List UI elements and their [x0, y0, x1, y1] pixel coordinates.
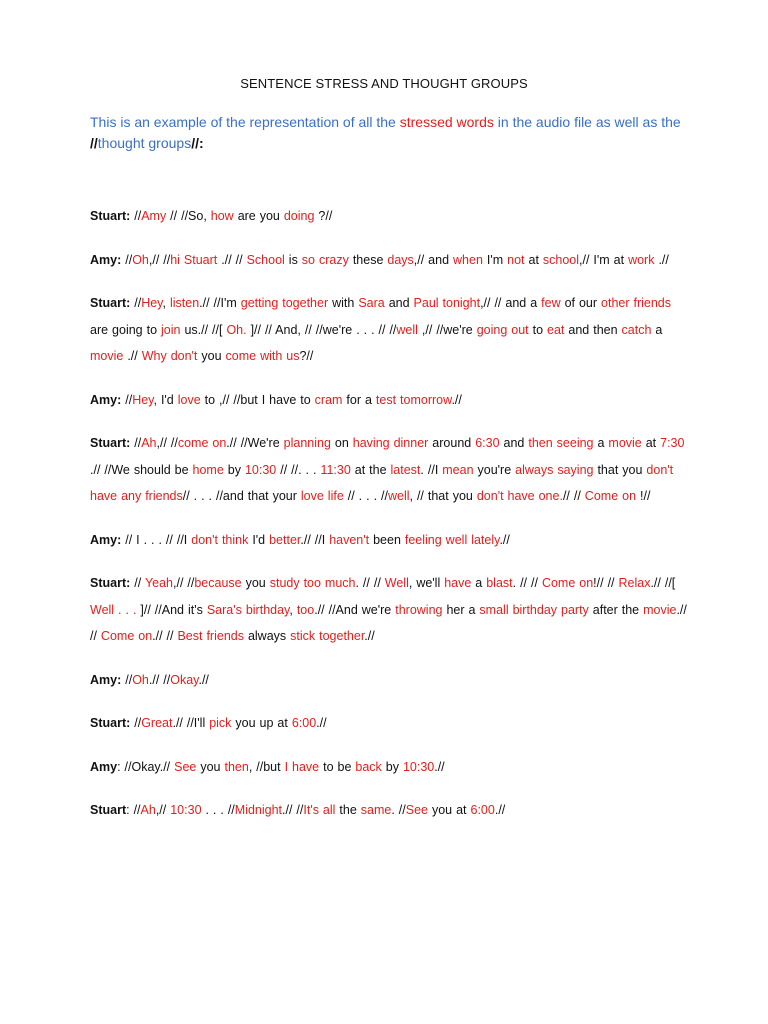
stressed-word: then seeing [528, 436, 594, 450]
unstressed-text: at [524, 252, 543, 267]
stressed-word: because [194, 576, 242, 590]
dialogue-line [90, 797, 690, 824]
unstressed-text: .// //I [300, 532, 330, 547]
unstressed-text: of our [560, 296, 602, 310]
stressed-word: listen [169, 296, 200, 310]
unstressed-text: , we'll [408, 576, 445, 590]
unstressed-text: the [335, 803, 361, 817]
unstressed-text: , // that you [409, 489, 477, 503]
stressed-word: small birthday party [479, 602, 589, 617]
unstressed-text: at the [350, 462, 391, 477]
unstressed-text: .// // [90, 602, 687, 643]
unstressed-text: to [528, 322, 548, 337]
stressed-word: Oh. [226, 322, 247, 337]
unstressed-text: !// [636, 489, 651, 503]
unstressed-text: ,// and [413, 252, 454, 267]
unstressed-text: . // // [355, 576, 385, 590]
unstressed-text: us.// //[ [180, 322, 227, 337]
stressed-word: mean [442, 462, 474, 477]
unstressed-text: that you [593, 462, 647, 477]
stressed-word: love life [300, 489, 344, 503]
dialogue-line [90, 247, 690, 274]
stressed-word: love [177, 392, 201, 407]
unstressed-text: I'd [248, 532, 270, 547]
stressed-word: Why don't [141, 349, 198, 363]
stressed-word: come with us [225, 349, 300, 363]
unstressed-text: // //. . . [276, 462, 321, 477]
unstressed-text: you at [428, 803, 471, 817]
stressed-word: 7:30 [660, 436, 685, 450]
unstressed-text: you're [473, 462, 516, 477]
unstressed-text: with [328, 296, 359, 310]
stressed-word: Amy [141, 209, 167, 223]
unstressed-text: .// // [217, 252, 247, 267]
speaker-name: Stuart: [90, 716, 135, 730]
unstressed-text: .// // [282, 803, 304, 817]
stressed-word: Hey [132, 392, 154, 407]
dialogue-line [90, 667, 690, 694]
unstressed-text: ,// //we're [417, 322, 477, 337]
unstressed-text: !// // [593, 576, 619, 590]
speaker-name: Amy: [90, 392, 126, 407]
page-title: SENTENCE STRESS AND THOUGHT GROUPS [240, 76, 528, 91]
stressed-word: Paul tonight [413, 296, 481, 310]
unstressed-text: .// [499, 532, 510, 547]
unstressed-text: after the [588, 602, 644, 617]
unstressed-text: . //I [420, 462, 443, 477]
unstressed-text: .// [364, 629, 375, 643]
unstressed-text: to be [319, 759, 356, 774]
unstressed-text: ,// [155, 803, 171, 817]
unstressed-text: // [125, 392, 133, 407]
stressed-word: Ah [141, 436, 157, 450]
dialogue-line [90, 203, 690, 230]
unstressed-text: // . . . //and that your [182, 489, 301, 503]
unstressed-text: .// [123, 349, 142, 363]
stressed-word: eat [547, 322, 565, 337]
unstressed-text: .// //I'm [199, 296, 241, 310]
stressed-word: study too much [269, 576, 356, 590]
speaker-name: Stuart: [90, 209, 135, 223]
unstressed-text: .// [451, 392, 462, 407]
unstressed-text: you up at [231, 716, 292, 730]
stressed-word: well [387, 489, 410, 503]
dialogue-line [90, 570, 690, 650]
stressed-word: movie [643, 602, 677, 617]
unstressed-text: , [289, 602, 297, 617]
intro-text: This is an example of the representation of all the [90, 114, 400, 130]
speaker-name: Stuart: [90, 576, 135, 590]
stressed-word: test tomorrow [375, 392, 452, 407]
stressed-word: Best friends [177, 629, 244, 643]
stressed-word: throwing [395, 602, 443, 617]
stressed-word: 10:30 [170, 803, 202, 817]
stressed-word: work [628, 252, 655, 267]
unstressed-text: // [125, 672, 133, 687]
stressed-word: join [161, 322, 181, 337]
dialogue-line [90, 710, 690, 737]
stressed-word: It's all [303, 803, 336, 817]
stressed-word: School [246, 252, 285, 267]
unstressed-text: , I'd [153, 392, 178, 407]
unstressed-text: , [162, 296, 170, 310]
unstressed-text: .// [198, 672, 209, 687]
speaker-name: Amy: [90, 252, 126, 267]
stressed-word: Relax [618, 576, 651, 590]
unstressed-text: . // // [512, 576, 542, 590]
unstressed-text: : // [126, 803, 141, 817]
dialogue [90, 203, 690, 841]
stressed-word: same [360, 803, 392, 817]
thought-group-marker: //: [191, 135, 204, 151]
unstressed-text: and then [564, 322, 622, 337]
unstressed-text: ]// //And it's [136, 602, 207, 617]
stressed-word: Come on [584, 489, 637, 503]
unstressed-text: and [499, 436, 529, 450]
unstressed-text: I'm [482, 252, 508, 267]
stressed-word: Okay [170, 672, 199, 687]
stressed-word: 10:30 [402, 759, 435, 774]
stressed-word: other friends [601, 296, 671, 310]
stressed-word: when [453, 252, 483, 267]
unstressed-text: a [593, 436, 609, 450]
stressed-word: I have [284, 759, 320, 774]
unstressed-text: // [134, 716, 142, 730]
unstressed-text: you [241, 576, 270, 590]
stressed-word: feeling well lately [404, 532, 500, 547]
stressed-word: blast [486, 576, 513, 590]
stressed-word: too [296, 602, 315, 617]
unstressed-text: .// [316, 716, 327, 730]
dialogue-line [90, 430, 690, 510]
stressed-word: have [444, 576, 472, 590]
unstressed-text: // [134, 296, 142, 310]
unstressed-text: // [134, 209, 142, 223]
unstressed-text: // [125, 252, 133, 267]
stressed-word: back [355, 759, 382, 774]
speaker-name: Amy [90, 759, 118, 774]
unstressed-text: you [196, 759, 225, 774]
stressed-word: Come on [541, 576, 594, 590]
unstressed-text: .// // [148, 672, 171, 687]
stressed-word: so crazy [301, 252, 349, 267]
unstressed-text: , //but [248, 759, 285, 774]
unstressed-text: on [330, 436, 353, 450]
stressed-word: Sara's birthday [206, 602, 290, 617]
unstressed-text: .// // [152, 629, 178, 643]
stressed-word: Oh [132, 672, 149, 687]
unstressed-text: ]// // And, // //we're . . . // // [246, 322, 397, 337]
unstressed-text: ,// I'm at [579, 252, 629, 267]
speaker-name: Amy: [90, 532, 126, 547]
unstressed-text: ,// // [156, 436, 178, 450]
speaker-name: Stuart: [90, 296, 135, 310]
intro-paragraph [90, 112, 690, 154]
stressed-word: Midnight [234, 803, 283, 817]
stressed-word: don't have any friends [90, 462, 674, 503]
unstressed-text: .// //I'll [172, 716, 210, 730]
unstressed-text: always [243, 629, 291, 643]
unstressed-text: // [134, 576, 145, 590]
dialogue-line [90, 754, 690, 781]
stressed-word: movie [608, 436, 642, 450]
unstressed-text: ?// [314, 209, 333, 223]
stressed-word: Yeah [144, 576, 173, 590]
unstressed-text: .// [494, 803, 506, 817]
unstressed-text: by [223, 462, 245, 477]
speaker-name: Stuart [90, 803, 127, 817]
unstressed-text: her a [442, 602, 480, 617]
unstressed-text: .// //[ [650, 576, 676, 590]
speaker-name: Stuart: [90, 436, 135, 450]
unstressed-text: . // [391, 803, 406, 817]
stressed-word: See [405, 803, 428, 817]
stressed-words-label: stressed words [399, 114, 494, 130]
stressed-word: days [387, 252, 414, 267]
dialogue-line [90, 527, 690, 554]
stressed-word: getting together [240, 296, 329, 310]
unstressed-text: . . . // [201, 803, 235, 817]
unstressed-text: : //Okay.// [117, 759, 175, 774]
unstressed-text: you [197, 349, 226, 363]
unstressed-text: ?// [299, 349, 314, 363]
stressed-word: 6:30 [475, 436, 500, 450]
stressed-word: cram [314, 392, 343, 407]
unstressed-text: .// [434, 759, 445, 774]
unstressed-text: .// //And we're [314, 602, 396, 617]
stressed-word: hi Stuart [170, 252, 218, 267]
stressed-word: come on [177, 436, 227, 450]
stressed-word: don't have one. [476, 489, 563, 503]
stressed-word: well [396, 322, 418, 337]
stressed-word: planning [283, 436, 331, 450]
unstressed-text: around [428, 436, 476, 450]
dialogue-line [90, 290, 690, 370]
stressed-word: 11:30 [320, 462, 351, 477]
speaker-name: Amy: [90, 672, 126, 687]
stressed-word: Hey [141, 296, 163, 310]
stressed-word: school [542, 252, 580, 267]
intro-text: thought groups [97, 135, 192, 151]
stressed-word: how [210, 209, 234, 223]
unstressed-text: and [384, 296, 414, 310]
stressed-word: always saying [515, 462, 594, 477]
stressed-word: going out [476, 322, 529, 337]
stressed-word: Sara [358, 296, 385, 310]
unstressed-text: are you [233, 209, 284, 223]
unstressed-text: // . . . // [343, 489, 388, 503]
unstressed-text: these [348, 252, 388, 267]
stressed-word: Oh [132, 252, 149, 267]
unstressed-text: are going to [90, 322, 161, 337]
unstressed-text: .// //We should be [90, 462, 193, 477]
unstressed-text: for a [342, 392, 376, 407]
stressed-word: not [507, 252, 525, 267]
unstressed-text: to ,// //but I have to [200, 392, 315, 407]
stressed-word: doing [283, 209, 315, 223]
stressed-word: See [174, 759, 197, 774]
thought-group-marker: // [90, 135, 98, 151]
unstressed-text: been [369, 532, 405, 547]
unstressed-text: at [641, 436, 661, 450]
unstressed-text: ,// // [148, 252, 171, 267]
unstressed-text: // // [562, 489, 585, 503]
unstressed-text: // //So, [166, 209, 211, 223]
stressed-word: Great [141, 716, 173, 730]
stressed-word: movie [90, 349, 124, 363]
stressed-word: pick [209, 716, 232, 730]
unstressed-text: .// //We're [226, 436, 284, 450]
intro-text: in the audio file as well as the [493, 114, 681, 130]
dialogue-line [90, 387, 690, 414]
unstressed-text: // [134, 436, 142, 450]
unstressed-text: a [651, 322, 663, 337]
stressed-word: home [192, 462, 224, 477]
stressed-word: Well . . . [90, 602, 137, 617]
stressed-word: Well [384, 576, 409, 590]
stressed-word: better [269, 532, 301, 547]
stressed-word: 6:00 [470, 803, 495, 817]
stressed-word: Ah [140, 803, 156, 817]
unstressed-text: .// [654, 252, 669, 267]
stressed-word: haven't [329, 532, 370, 547]
stressed-word: few [541, 296, 561, 310]
unstressed-text: a [471, 576, 487, 590]
stressed-word: stick together [290, 629, 365, 643]
unstressed-text: ,// // [173, 576, 195, 590]
unstressed-text: is [284, 252, 302, 267]
stressed-word: catch [621, 322, 652, 337]
stressed-word: 10:30 [244, 462, 277, 477]
stressed-word: don't think [191, 532, 249, 547]
stressed-word: Come on [100, 629, 153, 643]
unstressed-text: ,// // and a [480, 296, 542, 310]
unstressed-text: // I . . . // //I [125, 532, 192, 547]
stressed-word: 6:00 [291, 716, 317, 730]
stressed-word: having dinner [352, 436, 429, 450]
stressed-word: then [224, 759, 249, 774]
unstressed-text: by [381, 759, 403, 774]
stressed-word: latest [390, 462, 421, 477]
